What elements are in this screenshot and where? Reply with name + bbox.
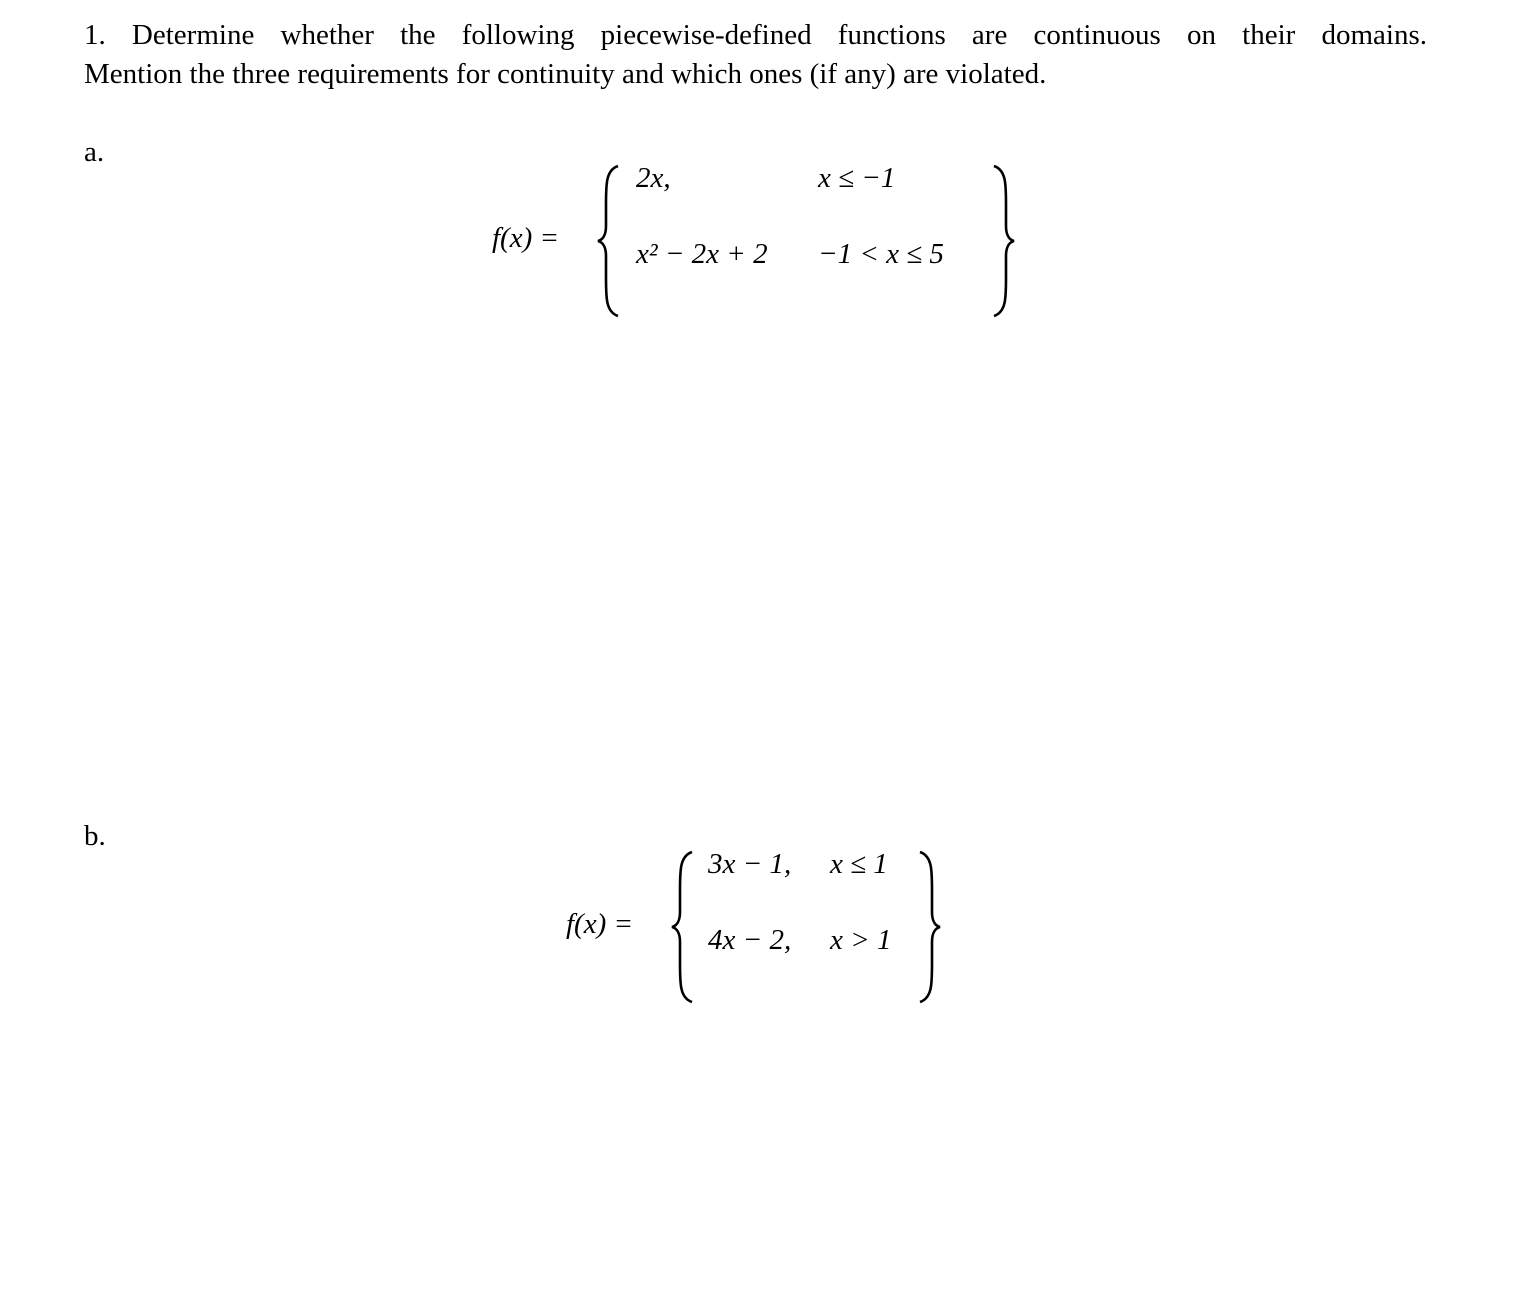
right-brace-icon [916,850,942,1004]
part-b-case-2-cond: x > 1 [830,924,892,956]
left-brace-icon [596,164,622,318]
part-a-case-2-cond: −1 < x ≤ 5 [818,238,944,270]
part-b-case-2-expr: 4x − 2, [708,924,792,956]
left-brace-icon [670,850,696,1004]
part-a-case-1-cond: x ≤ −1 [818,162,896,194]
right-brace-icon [990,164,1016,318]
part-a-label: a. [84,136,105,168]
part-b-lhs: f(x) = [566,908,634,940]
part-b-label: b. [84,820,106,852]
part-a-case-1-expr: 2x, [636,162,671,194]
part-a-lhs: f(x) = [492,222,560,254]
problem-line-1: 1. Determine whether the following piecewise-defined functions are continuous on their domains. [84,19,1427,51]
problem-line-2: Mention the three requirements for continuity and which ones (if any) are violated. [84,58,1047,90]
part-b-case-1-cond: x ≤ 1 [830,848,888,880]
problem-statement [84,16,1434,94]
part-a-case-2-expr: x² − 2x + 2 [636,238,768,270]
part-b-case-1-expr: 3x − 1, [708,848,792,880]
